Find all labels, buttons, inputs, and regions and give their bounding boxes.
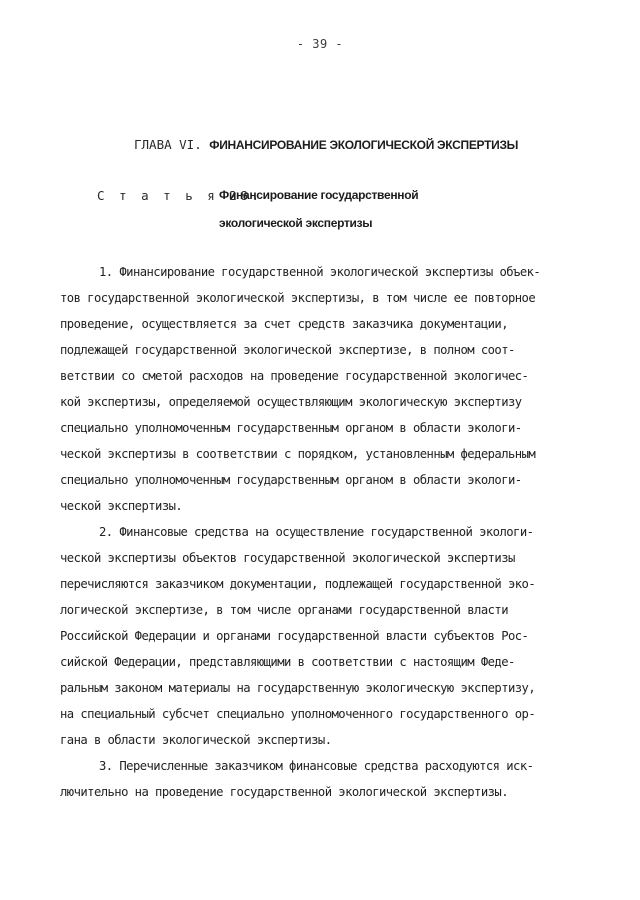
text-line: 3. Перечисленные заказчиком финансовые средства расходуются иск- [99,759,534,773]
article-prefix: С т а т ь я 28. [97,188,263,203]
text-line: на специальный субсчет специально уполномоченного государственного ор- [60,707,536,721]
text-line: ческой экспертизы в соответствии с порядком, установленным федеральным [60,447,536,461]
text-line: ветствии со сметой расходов на проведение государственной экологичес- [60,369,529,383]
page-number: - 39 - [296,37,344,51]
text-line: специально уполномоченным государственным органом в области экологи- [60,473,522,487]
article-title-line-2: экологической экспертизы [219,216,373,230]
text-line: ческой экспертизы. [60,499,183,513]
text-line: гана в области экологической экспертизы. [60,733,332,747]
text-line: специально уполномоченным государственным органом в области экологи- [60,421,522,435]
text-line: ческой экспертизы объектов государственной экологической экспертизы [60,551,515,565]
text-line: кой экспертизы, определяемой осуществляющим экологическую экспертизу [60,395,522,409]
text-line: сийской Федерации, представляющими в соответствии с настоящим Феде- [60,655,515,669]
text-line: Российской Федерации и органами государственной власти субъектов Рос- [60,629,529,643]
text-line: подлежащей государственной экологической экспертизе, в полном соот- [60,343,515,357]
article-title-line-1: Финансирование государственной [219,188,419,202]
text-line: перечисляются заказчиком документации, подлежащей государственной эко- [60,577,536,591]
text-line: 1. Финансирование государственной экологической экспертизы объек- [99,265,541,279]
chapter-number: ГЛАВА VI. [134,137,202,152]
text-line: тов государственной экологической экспертизы, в том числе ее повторное [60,291,536,305]
text-line: логической экспертизе, в том числе органами государственной власти [60,603,508,617]
text-line: проведение, осуществляется за счет средств заказчика документации, [60,317,508,331]
text-line: 2. Финансовые средства на осуществление государственной экологи- [99,525,534,539]
chapter-heading [134,137,518,152]
text-line: лючительно на проведение государственной экологической экспертизы. [60,785,508,799]
chapter-title: ФИНАНСИРОВАНИЕ ЭКОЛОГИЧЕСКОЙ ЭКСПЕРТИЗЫ [209,138,519,152]
text-line: ральным законом материалы на государственную экологическую экспертизу, [60,681,536,695]
